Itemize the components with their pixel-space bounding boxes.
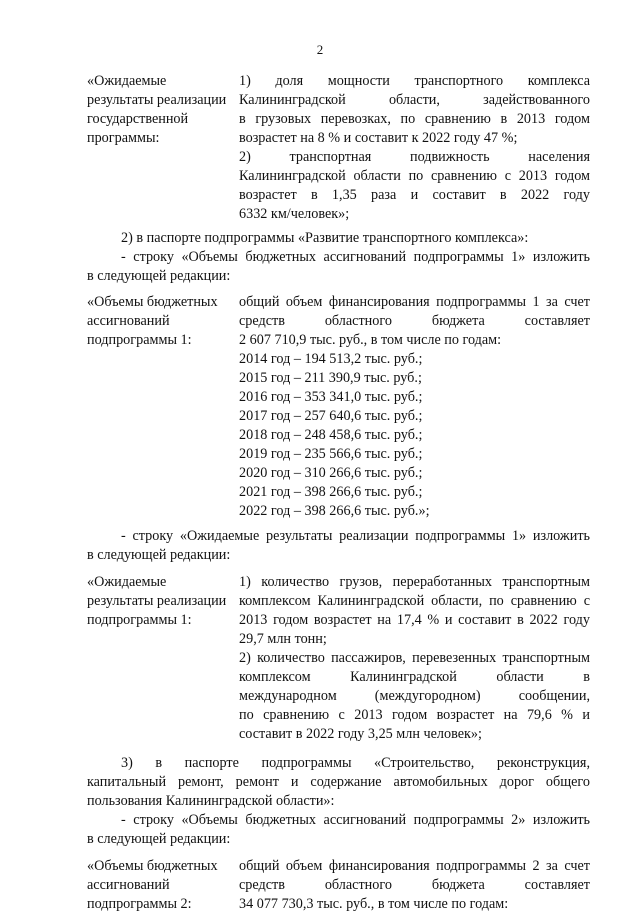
expected-results-subprogram-1-row — [87, 573, 590, 744]
budget-subprogram-2-row — [87, 857, 590, 914]
document-body — [87, 72, 590, 914]
year-line: 2017 год – 257 640,6 тыс. руб.; — [239, 408, 423, 424]
budget-subprogram-1-row — [87, 293, 590, 521]
expected-results-program-text: 1) доля мощности транспортного комплекса Калининградской области, задействованного в грузовых перевозках, по сравнению в 2013 годом возрастет на 8 % и составит к 2022 году 47 %; 2) транспортная подвижность населения Калининградской области по сравнению с 2013 годом возрастет в 1,35 раза и составит в 2022 году 6332 км/человек»; — [239, 73, 590, 222]
expected-results-program-row — [87, 72, 590, 224]
year-line: 2021 год – 398 266,6 тыс. руб.; — [239, 484, 423, 500]
budget-subprogram-2-label: «Объемы бюджетных ассигнований подпрограммы 2: — [87, 858, 218, 912]
paragraph-3: 3) в паспорте подпрограммы «Строительство, реконструкция, капитальный ремонт, ремонт и содержание автомобильных дорог общего пользования Калининградской области»: — [87, 755, 590, 809]
expected-results-program-label: «Ожидаемые результаты реализации государственной программы: — [87, 73, 227, 146]
year-line: 2014 год – 194 513,2 тыс. руб.; — [239, 351, 423, 367]
expected-results-subprogram-1-text: 1) количество грузов, переработанных транспортным комплексом Калининградской области, по сравнению с 2013 годом возрастет на 17,4 % и составит в 2022 году 29,7 млн тонн; 2) количество пассажиров, перевезенных транспортным комплексом Калининградской области в международном (междугородном) сообщении, по сравнению с 2013 годом возрастет на 79,6 % и составит в 2022 году 3,25 млн человек»; — [239, 574, 590, 742]
paragraph-budget-2: - строку «Объемы бюджетных ассигнований подпрограммы 2» изложить в следующей редакции: — [87, 812, 590, 847]
page-number: 2 — [316, 42, 324, 57]
expected-results-subprogram-1-label: «Ожидаемые результаты реализации подпрограммы 1: — [87, 574, 227, 628]
year-line: 2015 год – 211 390,9 тыс. руб.; — [239, 370, 422, 386]
year-line: 2022 год – 398 266,6 тыс. руб.»; — [239, 503, 430, 519]
budget-subprogram-1-text: общий объем финансирования подпрограммы 1 за счет средств областного бюджета составляет 2 607 710,9 тыс. руб., в том числе по годам: 2014 год – 194 513,2 тыс. руб.; 2015 год – 211 390,9 тыс. руб.; 2016 год – 353 341,0 тыс. руб.; 2017 год – 257 640,6 тыс. руб.; 2018 год – 248 458,6 тыс. руб.; 2019 год – 235 566,6 тыс. руб.; 2020 год – 310 266,6 тыс. руб.; 2021 год – 398 266,6 тыс. руб.; 2022 год – 398 266,6 тыс. руб.»; — [239, 294, 590, 519]
budget-subprogram-2-text: общий объем финансирования подпрограммы 2 за счет средств областного бюджета составляет 34 077 730,3 тыс. руб., в том числе по годам: — [239, 858, 590, 912]
year-line: 2018 год – 248 458,6 тыс. руб.; — [239, 427, 423, 443]
paragraph-budget-1: - строку «Объемы бюджетных ассигнований подпрограммы 1» изложить в следующей редакции: — [87, 249, 590, 284]
paragraph-2: 2) в паспорте подпрограммы «Развитие транспортного комплекса»: — [121, 230, 529, 246]
paragraph-expected-results-1: - строку «Ожидаемые результаты реализации подпрограммы 1» изложить в следующей редакции: — [87, 528, 590, 563]
year-line: 2019 год – 235 566,6 тыс. руб.; — [239, 446, 423, 462]
budget-subprogram-1-label: «Объемы бюджетных ассигнований подпрограммы 1: — [87, 294, 218, 348]
year-line: 2020 год – 310 266,6 тыс. руб.; — [239, 465, 423, 481]
year-line: 2016 год – 353 341,0 тыс. руб.; — [239, 389, 423, 405]
